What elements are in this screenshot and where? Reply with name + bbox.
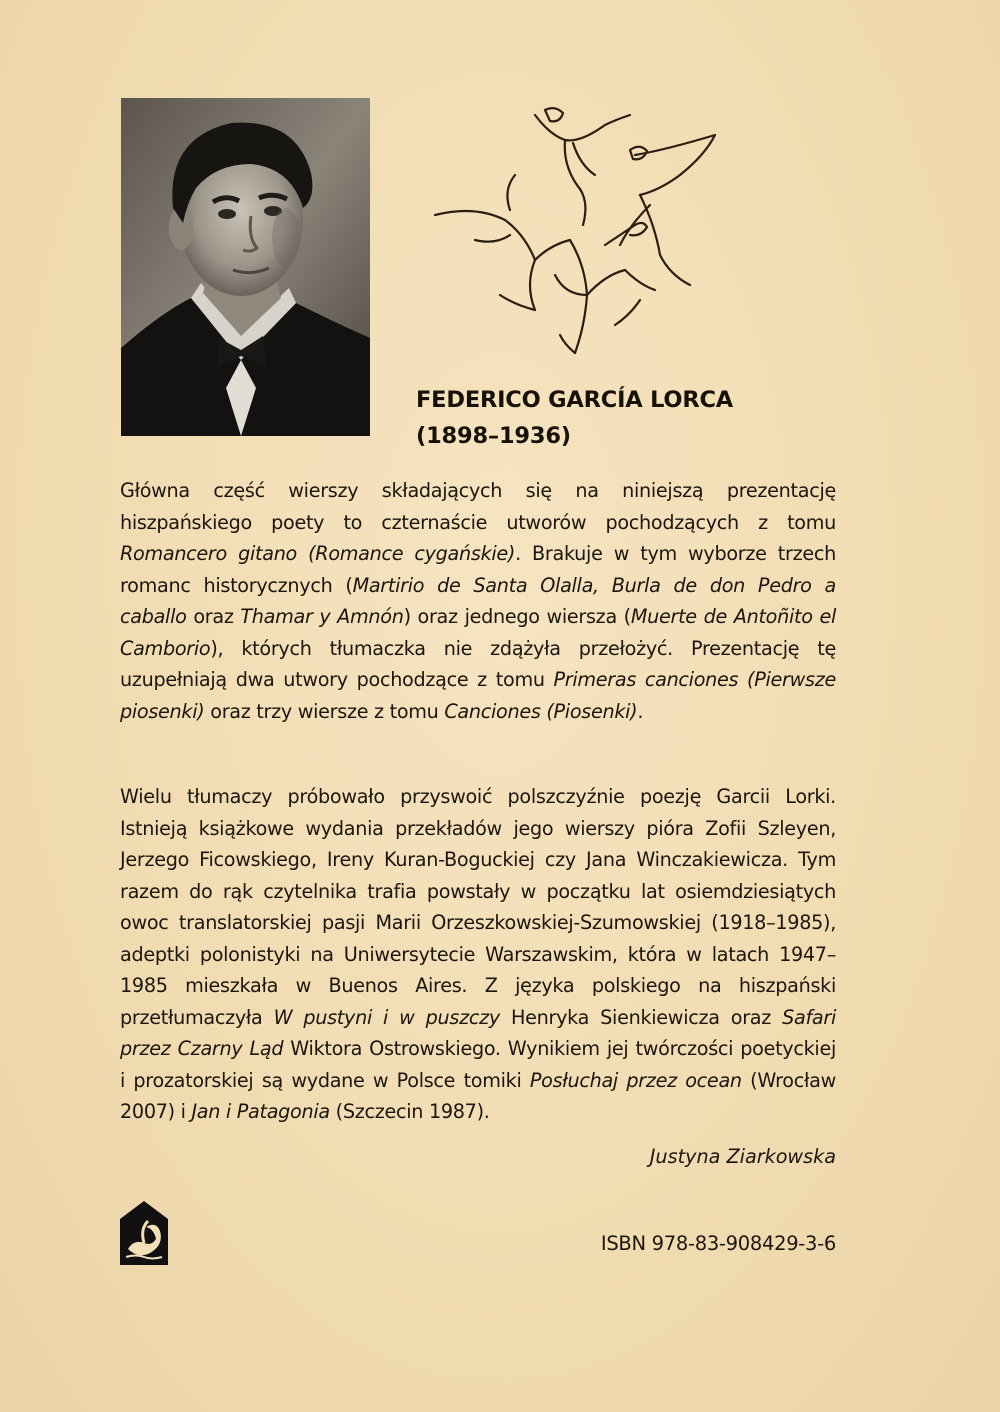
signature: Justyna Ziarkowska	[649, 1145, 836, 1168]
book-title: Posłuchaj przez ocean	[529, 1068, 742, 1092]
dancing-figures-drawing	[415, 95, 735, 360]
swan-publisher-logo	[118, 1199, 170, 1265]
text-run: .	[637, 699, 644, 723]
text-run: Wielu tłumaczy próbowało przyswoić polszczyźnie poezję Garcii Lorki. Istnieją książkowe wydania przekładów jego wierszy pióra Zofii Szleyen, Jerzego Ficowskiego, Ireny Kuran-Boguckiej czy Jana Winczakiewicza. Tym razem do rąk czytelnika trafia powstały w początku lat osiemdziesiątych owoc translatorskiej pasji Marii Orzeszkowskiej-Szumowskiej (1918–1985), adeptki polonistyki na Uniwersytecie Warszawskim, która w latach 1947–1985 mieszkała w Buenos Aires. Z języka polskiego na hiszpański przetłumaczyła	[120, 785, 836, 1029]
description-paragraph-1	[120, 475, 836, 727]
text-run: Henryka Sienkiewicza oraz	[499, 1005, 783, 1029]
author-name: FEDERICO GARCÍA LORCA	[416, 387, 734, 413]
book-title: Primeras canciones (Pierwsze piosenki)	[120, 668, 836, 723]
description-paragraph-2	[120, 781, 836, 1128]
text-run: ), których tłumaczka nie zdążyła przełożyć. Prezentację tę uzupełniają dwa utwory pochodzące z tomu	[120, 636, 836, 691]
book-title: W pustyni i w puszczy	[273, 1005, 500, 1029]
book-title: Jan i Patagonia	[191, 1100, 330, 1123]
text-run: oraz	[186, 605, 241, 628]
isbn: ISBN 978-83-908429-3-6	[600, 1232, 836, 1255]
text-run: ) oraz jednego wiersza (	[403, 605, 631, 628]
poem-titles: Martirio de Santa Olalla, Burla de don Pedro a caballo	[120, 573, 837, 628]
poem-title: Thamar y Amnón	[240, 605, 404, 628]
book-title: Canciones (Piosenki)	[444, 699, 638, 723]
book-title: Safari przez Czarny Ląd	[120, 1005, 836, 1060]
text-run: . Brakuje w tym wyborze trzech romanc historycznych (	[120, 542, 836, 597]
text-run: Wiktora Ostrowskiego. Wynikiem jej twórczości poetyckiej i prozatorskiej są wydane w Polsce tomiki	[120, 1037, 836, 1092]
book-title: Romancero gitano (Romance cygańskie)	[120, 542, 516, 565]
text-run: Główna część wierszy składających się na niniejszą prezentację hiszpańskiego poety to czternaście utworów pochodzących z tomu	[120, 479, 836, 534]
poem-title: Muerte de Antoñito el Camborio	[120, 605, 836, 660]
text-run: (Szczecin 1987).	[329, 1100, 490, 1123]
text-run: (Wrocław 2007) i	[120, 1068, 837, 1123]
author-portrait-photo	[121, 98, 370, 436]
text-run: oraz trzy wiersze z tomu	[204, 699, 445, 723]
author-years: (1898–1936)	[416, 423, 571, 449]
author-heading	[416, 382, 733, 454]
